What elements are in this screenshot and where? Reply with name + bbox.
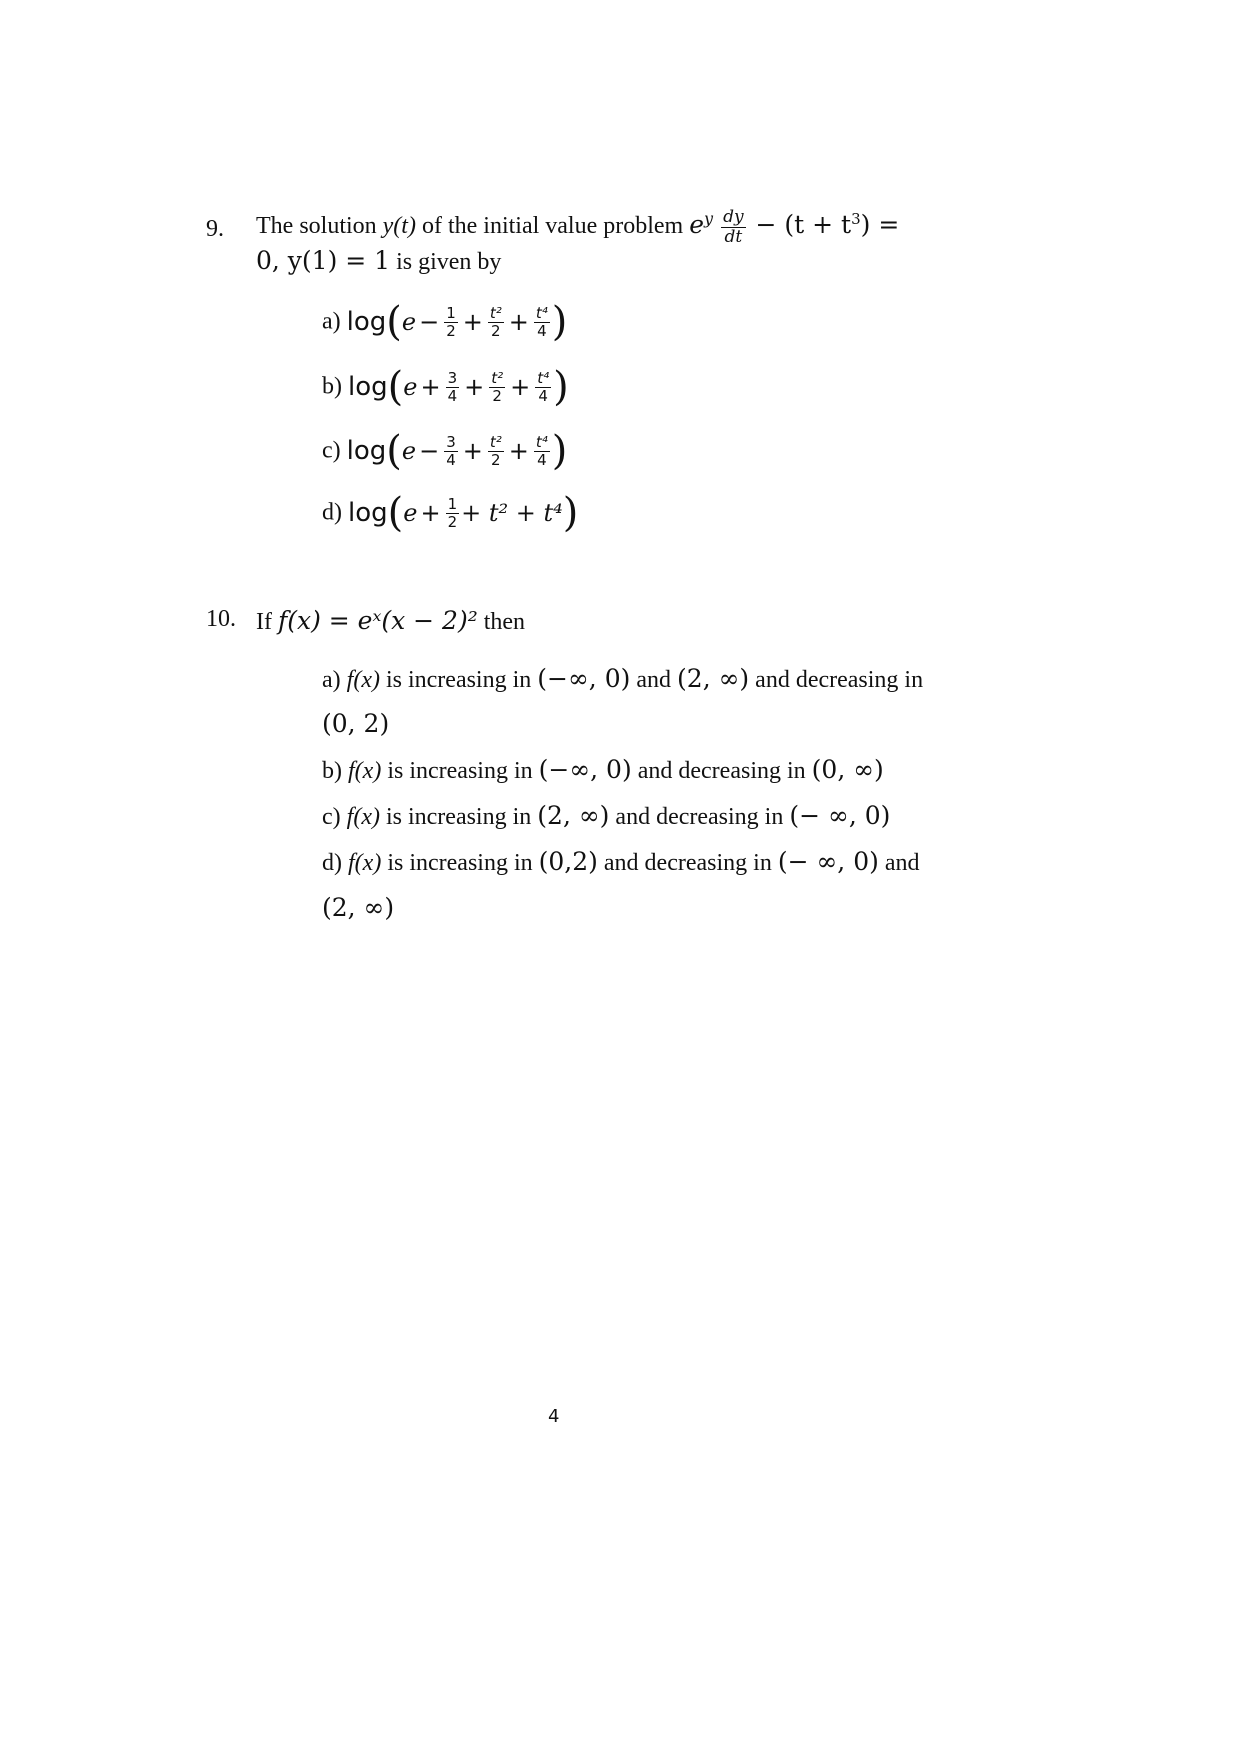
close-paren: ) [551,428,568,474]
question-9-stem-line1 [256,208,899,247]
e-var: e [401,437,417,465]
open-paren: ( [386,299,402,345]
open-paren: ( [386,428,402,474]
interval: (− ∞, 0) [789,801,891,830]
q9-dy: dy [723,207,744,227]
open-paren: ( [387,364,404,410]
log-text: log [348,498,388,528]
q9-eq-cube: 3 [851,210,861,229]
text: and decreasing in [749,667,924,693]
log-text: log [346,436,387,466]
fraction [488,434,504,469]
text: and [630,667,678,693]
interval: (0, ∞) [811,755,884,784]
option-label: a) [322,667,347,693]
q9-text-after: of the initial value problem [415,213,690,240]
close-paren: ) [551,299,568,345]
text: is increasing in [379,804,538,830]
fraction [534,434,550,469]
log-text: log [346,307,387,337]
e-var: e [403,373,418,401]
close-paren: ) [562,490,579,536]
numerator: t⁴ [535,432,548,451]
q10-option-b[interactable] [322,755,884,785]
q10-formula: f(x) = eˣ(x − 2)² [277,606,478,635]
q9-given-by: is given by [390,249,502,275]
fraction [488,305,504,340]
option-label: b) [322,758,348,784]
operator: − [419,437,440,465]
operator: + [508,437,529,465]
text: and decreasing in [597,850,778,876]
numerator: t² [489,303,502,322]
e-var: e [403,499,418,527]
question-10-number: 10. [206,606,236,632]
q10-if: If [256,609,278,635]
numerator: t⁴ [537,368,550,387]
fn: f(x) [346,804,380,830]
numerator: 3 [447,368,458,387]
operator: + [464,373,485,401]
question-9-number: 9. [206,216,224,242]
text: is increasing in [379,667,538,693]
option-label: a) [322,308,347,335]
option-label: d) [322,499,348,526]
interval: (0,2) [538,847,598,876]
fraction [489,370,505,405]
q10-then: then [477,609,526,635]
denominator: 2 [492,386,502,405]
q9-fn: y(t) [382,213,416,240]
question-9-stem-line2 [256,246,501,276]
page-number: 4 [548,1406,560,1427]
option-d-tail: + t² + t⁴ [461,499,563,527]
q10-option-c[interactable] [322,801,890,831]
interval: (−∞, 0) [537,664,631,693]
text: and [878,850,920,876]
denominator: 4 [537,321,547,340]
q9-eq-e: e [689,210,705,240]
fn: f(x) [346,667,380,693]
denominator: 4 [447,386,458,405]
fraction [534,305,550,340]
q10-option-a-line2: (0, 2) [322,709,390,738]
interval: (2, ∞) [677,664,750,693]
text: is increasing in [381,758,539,784]
numerator: 1 [447,494,458,513]
operator: + [510,373,531,401]
denominator: 2 [446,321,456,340]
text: is increasing in [381,850,539,876]
question-10-stem [256,606,525,636]
interval: (−∞, 0) [538,755,632,784]
denominator: 4 [446,450,456,469]
q9-initial-condition: 0, y(1) = 1 [256,246,391,275]
close-paren: ) [553,364,569,410]
option-label: c) [322,437,347,464]
text: and decreasing in [609,804,790,830]
q9-derivative [721,208,746,247]
denominator: 4 [537,450,547,469]
operator: + [420,373,441,401]
q10-option-a-line1[interactable] [322,664,923,694]
numerator: t⁴ [535,303,548,322]
option-label: b) [322,373,348,400]
text: and decreasing in [631,758,812,784]
log-text: log [348,372,388,402]
q9-dt: dt [724,227,743,247]
fn: f(x) [348,758,382,784]
q10-option-d-line2: (2, ∞) [322,893,395,922]
fraction [535,370,551,405]
operator: + [508,308,529,336]
operator: − [419,308,440,336]
operator: + [462,308,483,336]
q9-option-a[interactable] [322,299,568,345]
numerator: 3 [446,432,456,451]
option-label: d) [322,850,348,876]
denominator: 2 [447,512,458,531]
open-paren: ( [387,490,404,536]
fraction [446,370,460,405]
numerator: t² [491,368,504,387]
operator: + [462,437,483,465]
e-var: e [401,308,417,336]
q9-option-c[interactable] [322,428,568,474]
q9-option-d[interactable] [322,490,579,536]
q9-option-b[interactable] [322,364,569,410]
denominator: 2 [491,321,501,340]
numerator: t² [489,432,502,451]
fn: f(x) [348,850,382,876]
q9-eq-y: y [704,209,714,229]
fraction [444,434,458,469]
fraction [444,305,458,340]
fraction [446,496,460,531]
interval: (2, ∞) [537,801,610,830]
q10-option-d-line1[interactable] [322,847,920,877]
denominator: 4 [538,386,548,405]
numerator: 1 [446,303,456,322]
interval: (− ∞, 0) [777,847,879,876]
operator: + [420,499,441,527]
option-label: c) [322,804,347,830]
q9-eq-rest: − (t + t [747,210,852,240]
q9-eq-end: ) = [860,210,900,240]
denominator: 2 [491,450,501,469]
q9-text-before: The solution [256,213,383,240]
